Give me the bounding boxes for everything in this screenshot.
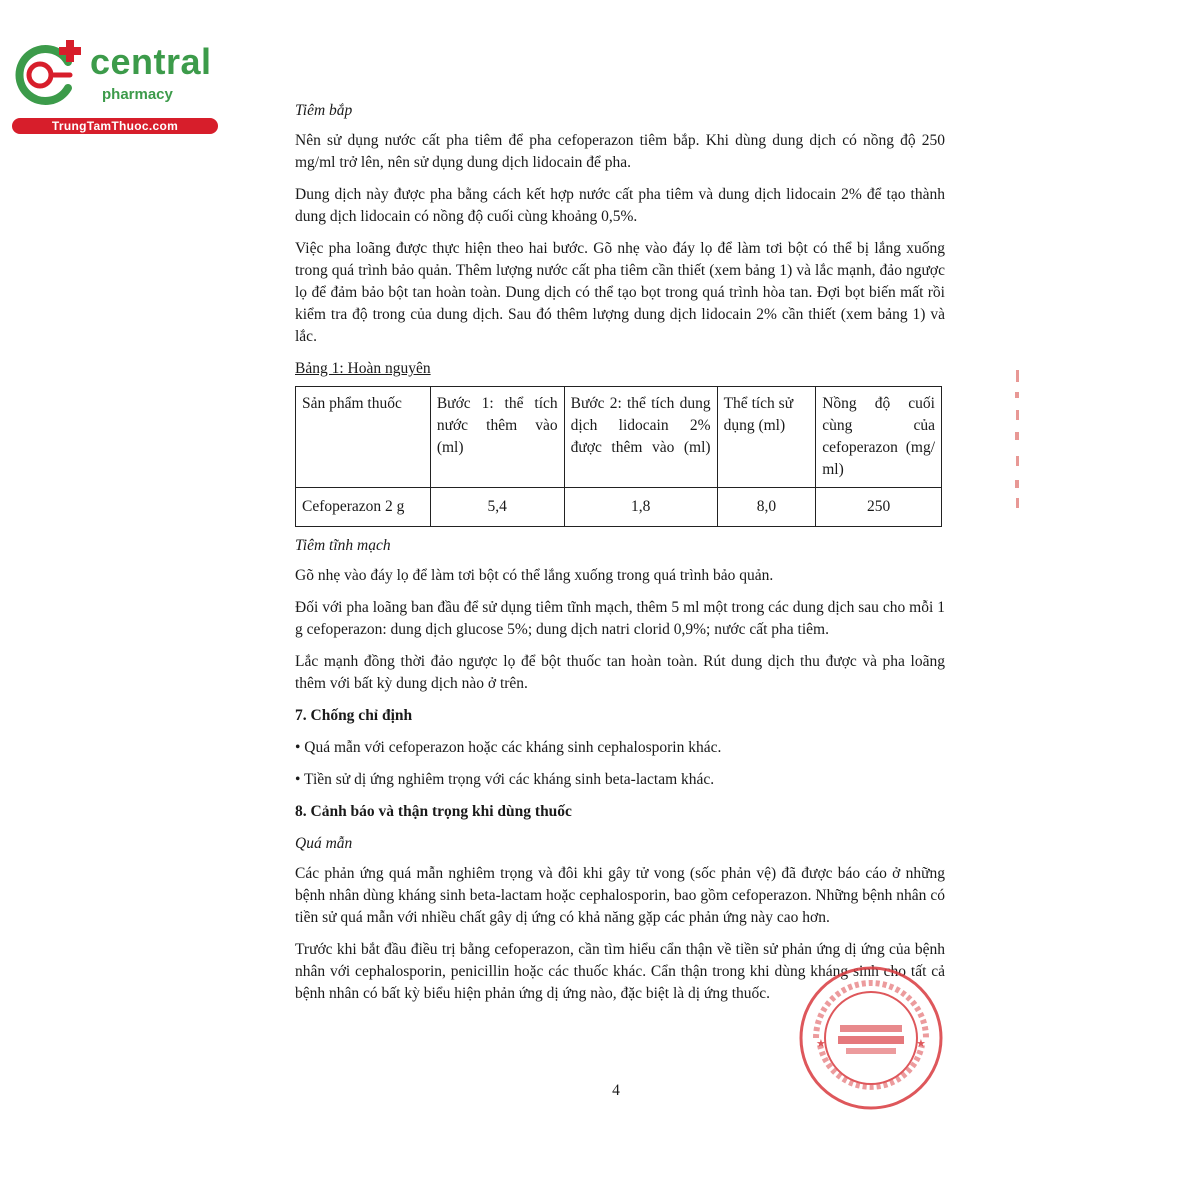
table-header-cell: Thể tích sử dụng (ml) <box>717 387 816 488</box>
heading-contraindications: 7. Chống chỉ định <box>295 707 413 724</box>
table-cell: 1,8 <box>564 488 717 527</box>
paragraph: Nên sử dụng nước cất pha tiêm để pha cefoperazon tiêm bắp. Khi dùng dung dịch có nồng độ 250 mg/ml trở lên, nên sử dụng dung dịch lidocain để pha. <box>295 132 945 171</box>
paragraph: Các phản ứng quá mẫn nghiêm trọng và đôi khi gây tử vong (sốc phản vệ) đã được báo cáo ở những bệnh nhân dùng kháng sinh beta-lactam hoặc cephalosporin, bao gồm cefoperazon. Những bệnh nhân có tiền sử quá mẫn với nhiều chất gây dị ứng có khả năng gặp các phản ứng này cao hơn. <box>295 865 945 926</box>
paragraph: Lắc mạnh đồng thời đảo ngược lọ để bột thuốc tan hoàn toàn. Rút dung dịch thu được và pha loãng thêm với bất kỳ dung dịch nào ở trên. <box>295 653 945 692</box>
table-header-cell: Bước 1: thể tích nước thêm vào (ml) <box>430 387 564 488</box>
central-pharmacy-logo[interactable] <box>10 38 220 138</box>
heading-intramuscular: Tiêm bắp <box>295 102 353 119</box>
page-number: 4 <box>612 1082 620 1099</box>
table-header-row <box>296 387 942 488</box>
table-header-cell: Bước 2: thể tích dung dịch lidocain 2% được thêm vào (ml) <box>564 387 717 488</box>
table-header-cell: Sản phẩm thuốc <box>296 387 431 488</box>
company-seal-stamp <box>798 965 944 1111</box>
pharmacy-cross-icon <box>10 38 82 110</box>
paragraph: Việc pha loãng được thực hiện theo hai bước. Gõ nhẹ vào đáy lọ để làm tơi bột có thể bị lắng xuống trong quá trình bảo quản. Thêm lượng nước cất pha tiêm cần thiết (xem bảng 1) và lắc mạnh, đảo ngược lọ để đảm bảo bột tan hoàn toàn. Dung dịch có thể tạo bọt trong quá trình hòa tan. Đợi bọt biến mất rồi kiểm tra độ trong của dung dịch. Sau đó thêm lượng dung dịch lidocain 2% cần thiết (xem bảng 1) và lắc. <box>295 240 945 345</box>
paragraph: Trước khi bắt đầu điều trị bằng cefoperazon, cần tìm hiểu cẩn thận về tiền sử phản ứng dị ứng của bệnh nhân với cephalosporin, penicillin hoặc các thuốc khác. Cẩn thận trong khi dùng kháng sinh cho tất cả bệnh nhân có bất kỳ biểu hiện phản ứng dị ứng nào, đặc biệt là dị ứng thuốc. <box>295 941 945 1002</box>
margin-marks <box>1010 370 1026 510</box>
svg-text:★: ★ <box>816 1037 826 1050</box>
heading-intravenous: Tiêm tĩnh mạch <box>295 537 391 554</box>
table-cell: 8,0 <box>717 488 816 527</box>
table-row <box>296 488 942 527</box>
logo-website-band[interactable]: TrungTamThuoc.com <box>12 118 218 134</box>
reconstitution-table <box>295 386 942 527</box>
subheading-hypersensitivity: Quá mẫn <box>295 835 353 852</box>
table-caption: Bảng 1: Hoàn nguyên <box>295 360 431 377</box>
table-cell: 250 <box>816 488 942 527</box>
paragraph: Dung dịch này được pha bằng cách kết hợp nước cất pha tiêm và dung dịch lidocain 2% để tạo thành dung dịch lidocain có nồng độ cuối cùng khoảng 0,5%. <box>295 186 945 225</box>
paragraph: Gõ nhẹ vào đáy lọ để làm tơi bột có thể lắng xuống trong quá trình bảo quản. <box>295 567 774 584</box>
svg-text:★: ★ <box>916 1037 926 1050</box>
heading-warnings: 8. Cảnh báo và thận trọng khi dùng thuốc <box>295 803 572 820</box>
table-cell: 5,4 <box>430 488 564 527</box>
table-cell: Cefoperazon 2 g <box>296 488 431 527</box>
list-item: • Quá mẫn với cefoperazon hoặc các kháng sinh cephalosporin khác. <box>295 739 722 756</box>
logo-name: central <box>90 41 212 82</box>
paragraph: Đối với pha loãng ban đầu để sử dụng tiêm tĩnh mạch, thêm 5 ml một trong các dung dịch sau cho mỗi 1 g cefoperazon: dung dịch glucose 5%; dung dịch natri clorid 0,9%; nước cất pha tiêm. <box>295 599 945 638</box>
list-item: • Tiền sử dị ứng nghiêm trọng với các kháng sinh beta-lactam khác. <box>295 771 715 788</box>
logo-subtitle: pharmacy <box>102 86 173 103</box>
document-body <box>295 100 945 1015</box>
table-header-cell: Nồng độ cuối cùng của cefoperazon (mg/ ml) <box>816 387 942 488</box>
